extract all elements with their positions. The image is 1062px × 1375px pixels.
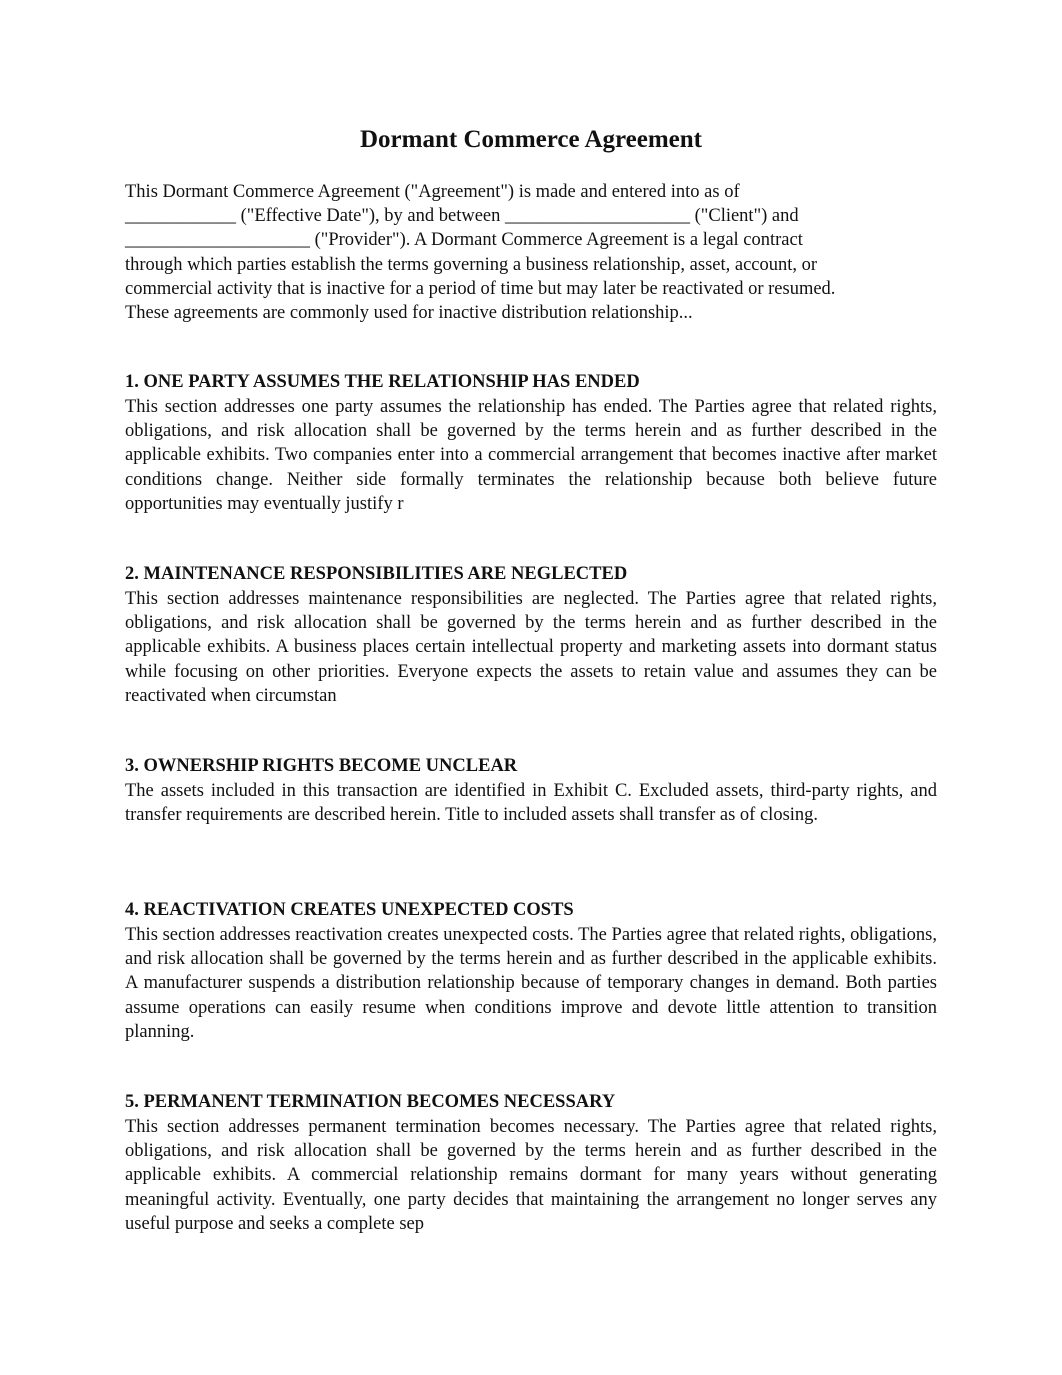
intro-line: commercial activity that is inactive for a period of time but may later be reactivated or resumed.	[125, 278, 836, 299]
intro-line: through which parties establish the terms governing a business relationship, asset, account, or	[125, 254, 818, 275]
section-heading: 2. MAINTENANCE RESPONSIBILITIES ARE NEGLECTED	[125, 564, 628, 584]
intro-line: ____________ ("Effective Date"), by and between ____________________ ("Client") and	[125, 206, 799, 227]
section-heading: 1. ONE PARTY ASSUMES THE RELATIONSHIP HAS ENDED	[125, 372, 640, 392]
section-body: The assets included in this transaction are identified in Exhibit C. Excluded assets, third-party rights, and transfer requirements are described herein. Title to included assets shall transfer as of closing.	[125, 781, 937, 826]
intro-line: These agreements are commonly used for inactive distribution relationship...	[125, 303, 693, 324]
section-5	[125, 1089, 937, 1236]
section-heading: 3. OWNERSHIP RIGHTS BECOME UNCLEAR	[125, 756, 518, 776]
intro-line: ____________________ ("Provider"). A Dormant Commerce Agreement is a legal contract	[125, 230, 803, 251]
section-body: This section addresses maintenance responsibilities are neglected. The Parties agree that related rights, obligations, and risk allocation shall be governed by the terms herein and as further described in the applicable exhibits. A business places certain intellectual property and marketing assets into dormant status while focusing on other priorities. Everyone expects the assets to retain value and assumes they can be reactivated when circumstan	[125, 589, 937, 706]
intro-paragraph	[125, 180, 940, 325]
section-2	[125, 561, 937, 708]
section-body: This section addresses reactivation creates unexpected costs. The Parties agree that related rights, obligations, and risk allocation shall be governed by the terms herein and as further described in the applicable exhibits. A manufacturer suspends a distribution relationship because of temporary changes in demand. Both parties assume operations can easily resume when conditions improve and devote little attention to transition planning.	[125, 925, 937, 1042]
intro-line: This Dormant Commerce Agreement ("Agreement") is made and entered into as of	[125, 182, 740, 202]
section-heading: 4. REACTIVATION CREATES UNEXPECTED COSTS	[125, 900, 574, 920]
section-body: This section addresses permanent termination becomes necessary. The Parties agree that related rights, obligations, and risk allocation shall be governed by the terms herein and as further described in the applicable exhibits. A commercial relationship remains dormant for many years without generating meaningful activity. Eventually, one party decides that maintaining the arrangement no longer serves any useful purpose and seeks a complete sep	[125, 1117, 937, 1234]
section-1	[125, 369, 937, 516]
section-4	[125, 897, 937, 1044]
document-title: Dormant Commerce Agreement	[359, 126, 702, 153]
section-3	[125, 753, 937, 827]
section-body: This section addresses one party assumes the relationship has ended. The Parties agree that related rights, obligations, and risk allocation shall be governed by the terms herein and as further described in the applicable exhibits. Two companies enter into a commercial arrangement that becomes inactive after market conditions change. Neither side formally terminates the relationship because both believe future opportunities may eventually justify r	[125, 397, 937, 514]
section-heading: 5. PERMANENT TERMINATION BECOMES NECESSARY	[125, 1092, 616, 1112]
